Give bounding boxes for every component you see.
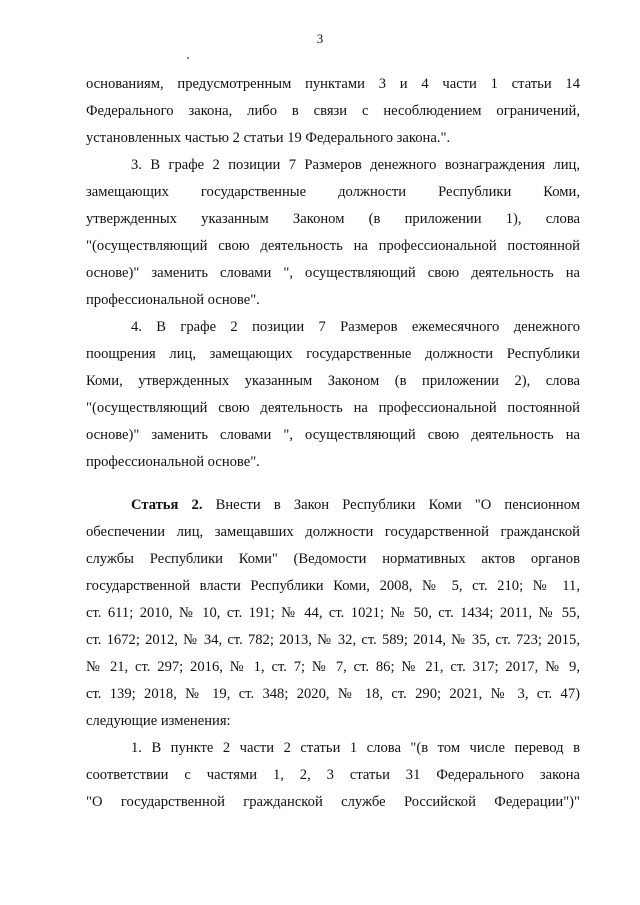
article-first-line xyxy=(131,492,580,518)
text-line: ст. 1672; 2012, № 34, ст. 782; 2013, № 32, ст. 589; 2014, № 35, ст. 723; 2015, xyxy=(86,632,580,648)
text-line: службы Республики Коми" (Ведомости нормативных актов органов xyxy=(86,551,580,567)
text-line: установленных частью 2 статьи 19 Федерального закона.". xyxy=(86,130,451,146)
text-line: профессиональной основе". xyxy=(86,292,260,308)
text-line: следующие изменения: xyxy=(86,713,231,729)
text-line: "О государственной гражданской службе Российской Федерации")" xyxy=(86,794,580,810)
text-line: Коми, утвержденных указанным Законом (в приложении 2), слова xyxy=(86,373,580,389)
text-line: утвержденных указанным Законом (в приложении 1), слова xyxy=(86,211,580,227)
text-line: государственной власти Республики Коми, 2008, № 5, ст. 210; № 11, xyxy=(86,578,580,594)
text-line: "(осуществляющий свою деятельность на профессиональной постоянной xyxy=(86,238,580,254)
text-line: Федерального закона, либо в связи с несоблюдением ограничений, xyxy=(86,103,580,119)
scan-artifact xyxy=(187,57,189,59)
text-line: основе)" заменить словами ", осуществляющий свою деятельность на xyxy=(86,427,580,443)
text-line: обеспечении лиц, замещавших должности государственной гражданской xyxy=(86,524,580,540)
text-line: поощрения лиц, замещающих государственные должности Республики xyxy=(86,346,580,362)
article-intro: Внести в Закон Республики Коми "О пенсионном xyxy=(215,497,580,513)
text-line: 3. В графе 2 позиции 7 Размеров денежного вознаграждения лиц, xyxy=(131,157,580,173)
text-line: замещающих государственные должности Республики Коми, xyxy=(86,184,580,200)
text-line: основаниям, предусмотренным пунктами 3 и 4 части 1 статьи 14 xyxy=(86,76,580,92)
text-line: соответствии с частями 1, 2, 3 статьи 31 Федерального закона xyxy=(86,767,580,783)
text-line: основе)" заменить словами ", осуществляющий свою деятельность на xyxy=(86,265,580,281)
article-heading: Статья 2. xyxy=(131,497,203,513)
text-line: "(осуществляющий свою деятельность на профессиональной постоянной xyxy=(86,400,580,416)
text-line: 4. В графе 2 позиции 7 Размеров ежемесячного денежного xyxy=(131,319,580,335)
text-line: ст. 139; 2018, № 19, ст. 348; 2020, № 18, ст. 290; 2021, № 3, ст. 47) xyxy=(86,686,580,702)
text-line: профессиональной основе". xyxy=(86,454,260,470)
page-number: 3 xyxy=(316,31,324,46)
text-line: ст. 611; 2010, № 10, ст. 191; № 44, ст. 1021; № 50, ст. 1434; 2011, № 55, xyxy=(86,605,580,621)
text-line: 1. В пункте 2 части 2 статьи 1 слова "(в том числе перевод в xyxy=(131,740,580,756)
text-line: № 21, ст. 297; 2016, № 1, ст. 7; № 7, ст. 86; № 21, ст. 317; 2017, № 9, xyxy=(86,659,580,675)
